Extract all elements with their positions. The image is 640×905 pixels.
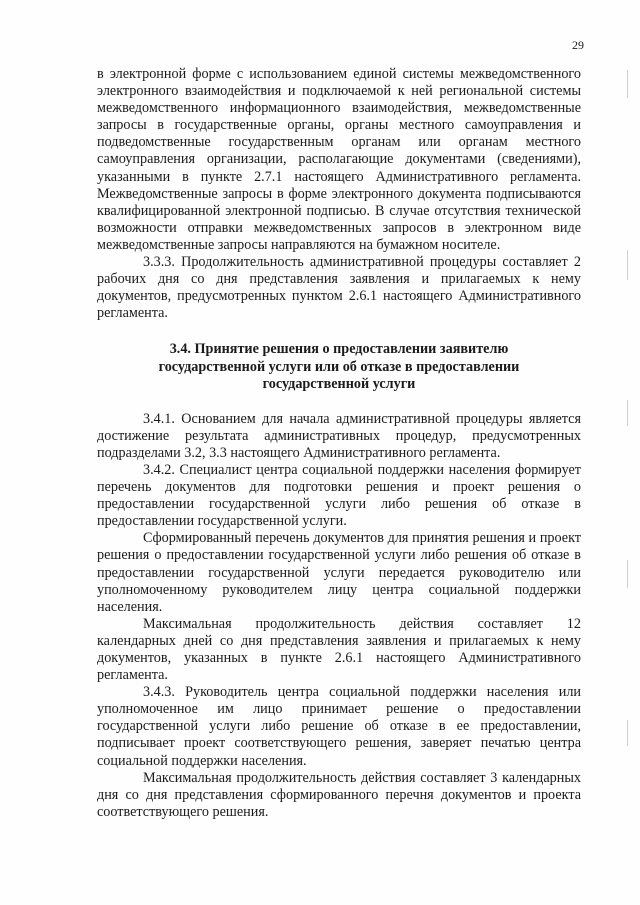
scan-edge-mark <box>627 560 628 588</box>
scan-edge-mark <box>627 720 628 746</box>
scan-edge-mark <box>627 70 628 98</box>
section-heading: 3.4. Принятие решения о предоставлении заявителю государственной услуги или об отказе в предоставлении государственной услуги <box>158 341 520 392</box>
paragraph-formed-list: Сформированный перечень документов для принятия решения и проект решения о предоставлении государственной услуги либо решения об отказе в предоставлении государственной услуги передается руководителю или уполномоченному руководителем лицу центра социальной поддержки населения. <box>97 530 581 615</box>
paragraph-3-4-3: 3.4.3. Руководитель центра социальной поддержки населения или уполномоченное им лицо принимает решение о предоставлении государственной услуги либо решение об отказе в ее предоставлении, подписывает проект соответствующего решения, заверяет печатью центра социальной поддержки населения. <box>97 684 581 769</box>
paragraph-3-4-2: 3.4.2. Специалист центра социальной поддержки населения формирует перечень документов для подготовки решения и проект решения о предоставлении государственной услуги либо решения об отказе в предоставлении государственной услуги. <box>97 461 581 530</box>
paragraph-max-duration-3: Максимальная продолжительность действия составляет 3 календарных дня со дня представления сформированного перечня документов и проекта соответствующего решения. <box>97 769 581 820</box>
paragraph-3-3-3: 3.3.3. Продолжительность административной процедуры составляет 2 рабочих дня со дня представления заявления и прилагаемых к нему документов, предусмотренных пунктом 2.6.1 настоящего Административного регламента. <box>97 254 581 322</box>
page-number: 29 <box>572 38 584 52</box>
scan-edge-mark <box>627 400 628 426</box>
paragraph-continuation: в электронной форме с использованием единой системы межведомственного электронного взаимодействия и подключаемой к ней региональной системы межведомственного информационного взаимодействия, межведомственные запросы в государственные органы, органы местного самоуправления и подведомственные государственным органам или органам местного самоуправления организации, располагающие документами (сведениями), указанными в пункте 2.7.1 настоящего Административного регламента. Межведомственные запросы в форме электронного документа подписываются квалифицированной электронной подписью. В случае отсутствия технической возможности отправки межведомственных запросов в электронном виде межведомственные запросы направляются на бумажном носителе. <box>97 66 581 253</box>
paragraph-max-duration-12: Максимальная продолжительность действия составляет 12 календарных дней со дня представления заявления и прилагаемых к нему документов, указанных в пункте 2.6.1 настоящего Административного регламента. <box>97 615 581 684</box>
scan-edge-mark <box>627 250 628 280</box>
document-body <box>97 66 581 821</box>
paragraph-3-4-1: 3.4.1. Основанием для начала административной процедуры является достижение результата административных процедур, предусмотренных подразделами 3.2, 3.3 настоящего Административного регламента. <box>97 410 581 461</box>
